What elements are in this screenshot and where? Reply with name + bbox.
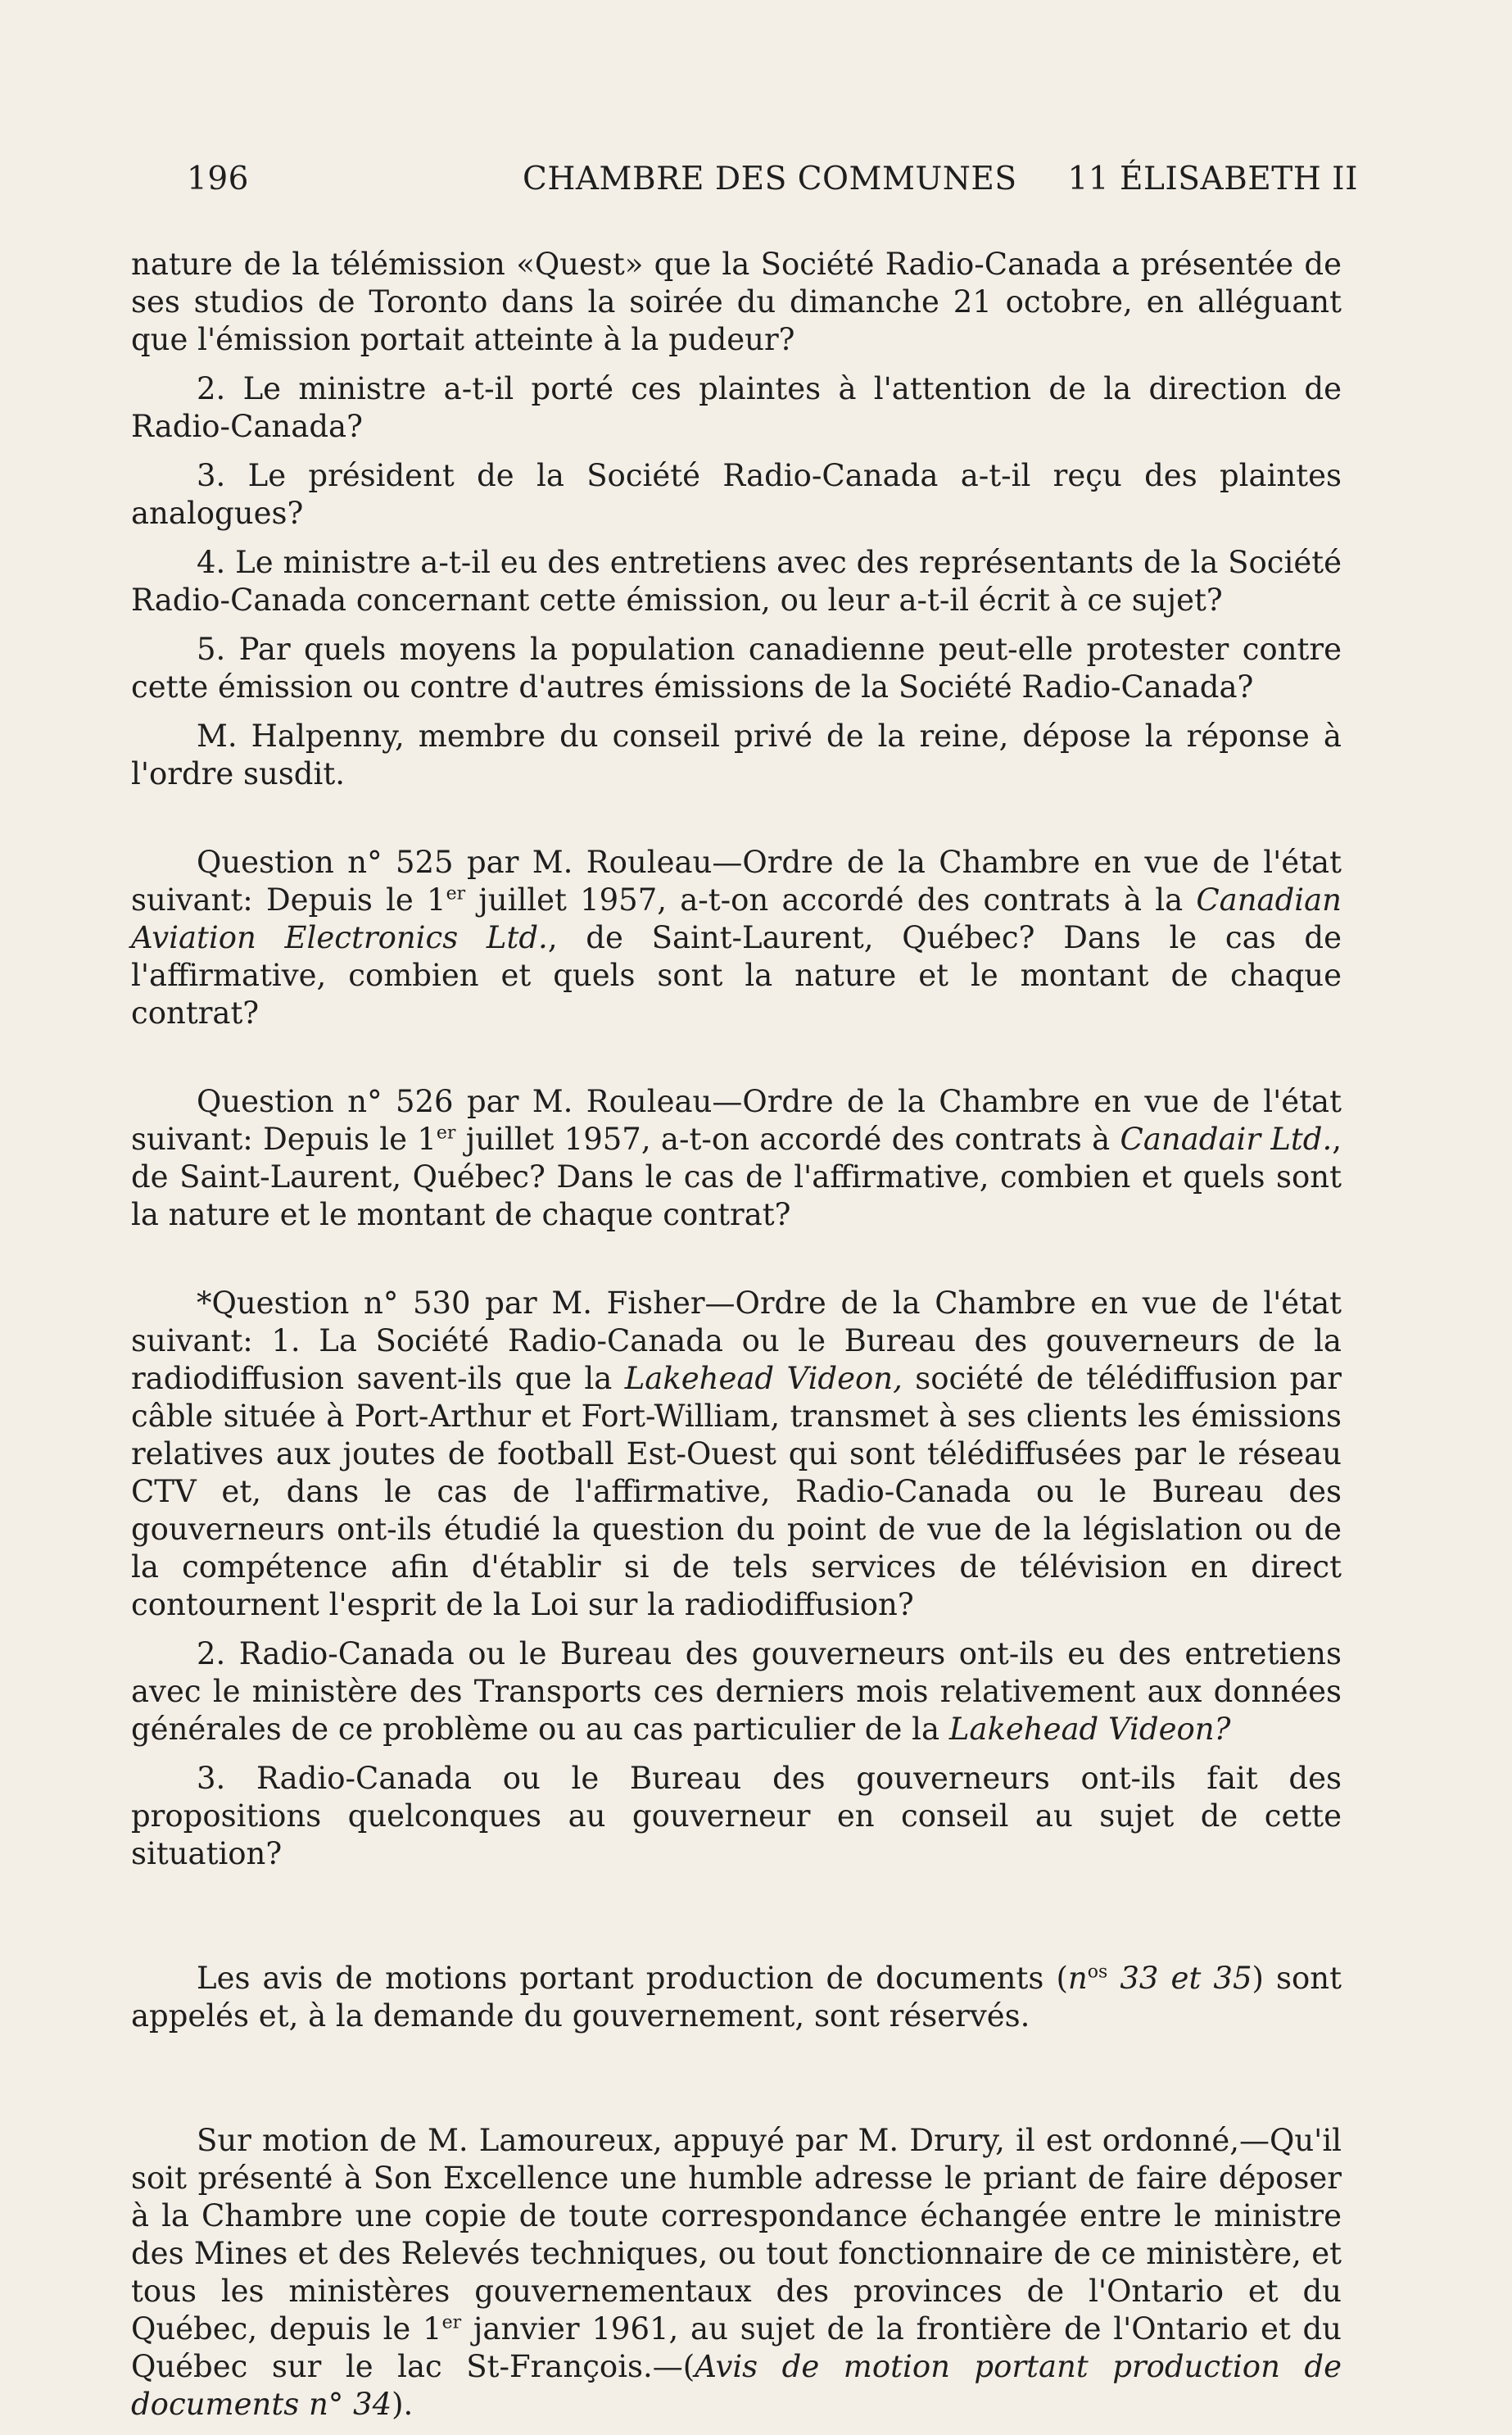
paragraph: 5. Par quels moyens la population canadienne peut-elle protester contre cette émission ou contre d'autres émissions de la Société Radio-Canada?	[131, 632, 1342, 705]
page-number: 196	[187, 161, 249, 197]
lamoureux-motion: Sur motion de M. Lamoureux, appuyé par M. Drury, il est ordonné,—Qu'il soit présenté à Son Excellence une humble adresse le priant de faire déposer à la Chambre une copie de toute correspondance échangée entre le ministre des Mines et des Relevés techniques, ou tout fonctionnaire de ce ministère, et tous les ministères gouvernementaux des provinces de l'Ontario et du Québec, depuis le 1er janvier 1961, au sujet de la frontière de l'Ontario et du Québec sur le lac St-François.—(Avis de motion portant production de documents n° 34).	[131, 2123, 1342, 2422]
paragraph: 3. Le président de la Société Radio-Canada a-t-il reçu des plaintes analogues?	[131, 458, 1342, 531]
reign-label: 11 ÉLISABETH II	[1067, 161, 1358, 197]
question-526: Question n° 526 par M. Rouleau—Ordre de la Chambre en vue de l'état suivant: Depuis le 1er juillet 1957, a-t-on accordé des contrats à Canadair Ltd., de Saint-Laurent, Québec? Dans le cas de l'affirmative, combien et quels sont la nature et le montant de chaque contrat?	[131, 1084, 1342, 1232]
paragraph: M. Halpenny, membre du conseil privé de la reine, dépose la réponse à l'ordre susdit.	[131, 719, 1342, 791]
paragraph: 4. Le ministre a-t-il eu des entretiens avec des représentants de la Société Radio-Canada concernant cette émission, ou leur a-t-il écrit à ce sujet?	[131, 545, 1342, 618]
page-body	[131, 246, 1342, 2435]
question-530: *Question n° 530 par M. Fisher—Ordre de la Chambre en vue de l'état suivant: 1. La Société Radio-Canada ou le Bureau des gouverneurs de la radiodiffusion savent-ils que la Lakehead Videon, société de télédiffusion par câble située à Port-Arthur et Fort-William, transmet à ses clients les émissions relatives aux joutes de football Est-Ouest qui sont télédiffusées par le réseau CTV et, dans le cas de l'affirmative, Radio-Canada ou le Bureau des gouverneurs ont-ils étudié la question du point de vue de la législation ou de la compétence afin d'établir si de tels services de télévision en direct contournent l'esprit de la Loi sur la radiodiffusion?	[131, 1286, 1342, 1622]
paragraph: nature de la télémission «Quest» que la Société Radio-Canada a présentée de ses studios de Toronto dans la soirée du dimanche 21 octobre, en alléguant que l'émission portait atteinte à la pudeur?	[131, 247, 1342, 357]
running-title: CHAMBRE DES COMMUNES	[523, 161, 1017, 197]
question-525: Question n° 525 par M. Rouleau—Ordre de la Chambre en vue de l'état suivant: Depuis le 1er juillet 1957, a-t-on accordé des contrats à la Canadian Aviation Electronics Ltd., de Saint-Laurent, Québec? Dans le cas de l'affirmative, combien et quels sont la nature et le montant de chaque contrat?	[131, 845, 1342, 1031]
paragraph: 2. Le ministre a-t-il porté ces plaintes à l'attention de la direction de Radio-Canada?	[131, 371, 1342, 444]
question-530-part-2: 2. Radio-Canada ou le Bureau des gouverneurs ont-ils eu des entretiens avec le ministère des Transports ces derniers mois relativement aux données générales de ce problème ou au cas particulier de la Lakehead Videon?	[131, 1636, 1342, 1747]
page-header	[187, 161, 1358, 206]
question-530-part-3: 3. Radio-Canada ou le Bureau des gouverneurs ont-ils fait des propositions quelconques au gouverneur en conseil au sujet de cette situation?	[131, 1761, 1342, 1871]
motions-notice: Les avis de motions portant production de documents ($n^{os}$ 33 et 35) sont appelés et, à la demande du gouvernement, sont réservés.	[131, 1961, 1342, 2034]
